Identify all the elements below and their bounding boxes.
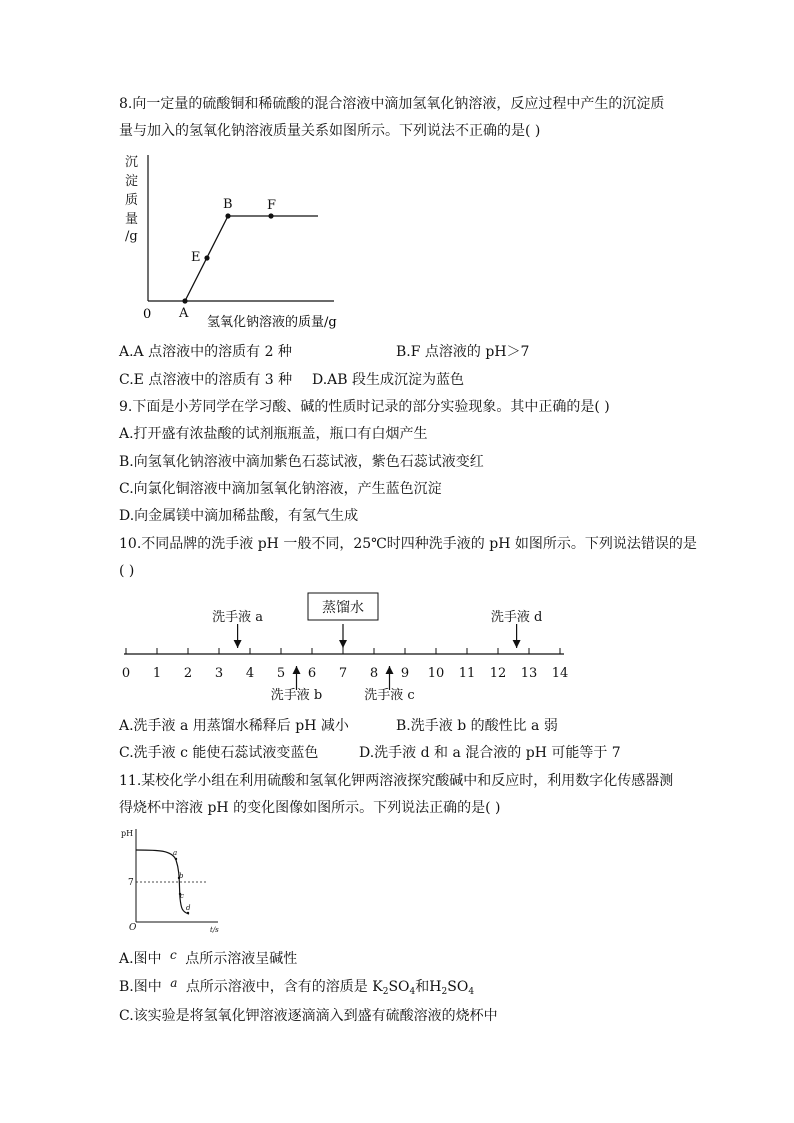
- q10-label-c: 洗手液 c: [364, 688, 415, 703]
- q10-label-b: 洗手液 b: [270, 688, 323, 703]
- q11-point-d: [187, 912, 189, 914]
- q11-stem-line2: 得烧杯中溶液 pH 的变化图像如图所示。下列说法正确的是( ): [119, 800, 501, 816]
- q8-label-b: B: [223, 197, 233, 212]
- q11-option-b-prefix: B.图中: [119, 979, 162, 995]
- q8-point-a: [182, 298, 187, 303]
- q9-option-c: C.向氯化铜溶液中滴加氢氧化钠溶液，产生蓝色沉淀: [119, 481, 442, 497]
- q10-tick-label: 6: [307, 666, 317, 681]
- q10-tick-label: 7: [338, 666, 348, 681]
- q11-origin: O: [129, 923, 137, 933]
- q10-tick-label: 4: [245, 666, 255, 681]
- q11-option-b-var: a: [170, 976, 178, 990]
- q10-tick-label: 1: [152, 666, 162, 681]
- q11-formula-so2: SO: [447, 979, 469, 995]
- q10-option-d: D.洗手液 d 和 a 混合液的 pH 可能等于 7: [359, 745, 621, 761]
- q11-seven: 7: [128, 878, 134, 888]
- q10-stem-line1: 10.不同品牌的洗手液 pH 一般不同，25℃时四种洗手液的 pH 如图所示。下列说法错误的是: [119, 536, 697, 552]
- q8-point-e: [204, 255, 209, 260]
- q11-ylabel: pH: [121, 829, 134, 838]
- q8-option-c: C.E 点溶液中的溶质有 3 种: [119, 372, 293, 388]
- q10-arrow-water-head: [339, 640, 347, 648]
- q10-option-c: C.洗手液 c 能使石蕊试液变蓝色: [119, 745, 319, 761]
- q8-ylabel-char: 沉: [125, 155, 139, 170]
- q11-formula-k: K: [372, 979, 383, 995]
- q8-point-b: [225, 213, 230, 218]
- q10-tick-label: 5: [276, 666, 286, 681]
- q10-stem-line2: ( ): [119, 563, 135, 579]
- q8-precipitate-graph: [119, 150, 369, 335]
- q10-tick-label: 13: [520, 666, 538, 681]
- q8-option-b: B.F 点溶液的 pH＞7: [396, 344, 530, 360]
- q9-option-b: B.向氢氧化钠溶液中滴加紫色石蕊试液，紫色石蕊试液变红: [119, 454, 484, 470]
- q11-option-a-var: c: [170, 948, 177, 962]
- q8-option-a: A.A 点溶液中的溶质有 2 种: [119, 344, 292, 360]
- q10-tick-label: 2: [183, 666, 193, 681]
- q8-option-d: D.AB 段生成沉淀为蓝色: [312, 372, 465, 388]
- q11-formula-so: SO: [388, 979, 410, 995]
- q11-option-a: [119, 949, 297, 969]
- q11-option-a-prefix: A.图中: [119, 951, 162, 967]
- q11-stem-line1: 11.某校化学小组在利用硫酸和氢氧化钾两溶液探究酸碱中和反应时，利用数字化传感器测: [119, 773, 674, 789]
- q8-label-a: A: [179, 306, 189, 321]
- q10-tick-label: 3: [214, 666, 224, 681]
- q11-formula-and: 和: [415, 979, 430, 995]
- q9-option-a: A.打开盛有浓盐酸的试剂瓶瓶盖，瓶口有白烟产生: [119, 426, 428, 442]
- q8-ylabel-char: 量: [125, 212, 139, 227]
- q11-formula-so2-sub: 4: [468, 987, 475, 997]
- q11-option-b: [119, 977, 474, 999]
- q11-option-b-middle: 点所示溶液中，含有的溶质是: [185, 979, 368, 995]
- q10-label-a: 洗手液 a: [212, 610, 264, 625]
- q11-point-a: [175, 858, 177, 860]
- q11-formula-h-sub: 2: [441, 987, 448, 997]
- q11-label-a: a: [173, 849, 178, 857]
- q10-tick-label: 11: [458, 666, 476, 681]
- q8-stem-line1: 8.向一定量的硫酸铜和稀硫酸的混合溶液中滴加氢氧化钠溶液，反应过程中产生的沉淀质: [119, 96, 665, 112]
- q10-tick-label: 14: [551, 666, 569, 681]
- q11-formula-h: H: [429, 979, 442, 995]
- q8-label-f: F: [267, 198, 277, 213]
- q10-ticks: [122, 648, 568, 681]
- q10-label-d: 洗手液 d: [490, 610, 543, 625]
- q10-option-b: B.洗手液 b 的酸性比 a 弱: [396, 718, 558, 734]
- q8-ylabel-char: 淀: [125, 174, 139, 189]
- q11-label-b: b: [179, 872, 184, 880]
- q10-arrow-c-head: [386, 666, 394, 674]
- q10-tick-label: 0: [121, 666, 131, 681]
- q9-stem: 9.下面是小芳同学在学习酸、碱的性质时记录的部分实验现象。其中正确的是( ): [119, 399, 610, 415]
- q8-ylabel-char: /g: [125, 229, 138, 244]
- q10-label-water: 蒸馏水: [322, 600, 364, 616]
- q10-tick-label: 8: [369, 666, 379, 681]
- q11-option-c: C.该实验是将氢氧化钾溶液逐滴滴入到盛有硫酸溶液的烧杯中: [119, 1008, 498, 1024]
- q10-tick-label: 10: [427, 666, 445, 681]
- q8-xlabel: 氢氧化钠溶液的质量/g: [207, 315, 337, 330]
- q11-formula-k-sub: 2: [382, 987, 389, 997]
- q11-label-c: c: [180, 892, 184, 900]
- q8-point-f: [268, 213, 273, 218]
- q10-arrow-b-head: [293, 666, 301, 674]
- q9-option-d: D.向金属镁中滴加稀盐酸，有氢气生成: [119, 508, 359, 524]
- q10-ph-scale: [110, 590, 580, 710]
- q8-origin: 0: [143, 307, 152, 322]
- q8-stem-line2: 量与加入的氢氧化钠溶液质量关系如图所示。下列说法不正确的是( ): [119, 123, 541, 139]
- q11-option-a-suffix: 点所示溶液呈碱性: [185, 951, 298, 967]
- q11-formula-so-sub: 4: [409, 987, 416, 997]
- q8-ylabel-char: 质: [125, 193, 139, 208]
- q10-tick-label: 12: [489, 666, 507, 681]
- q11-ph-graph: [116, 826, 226, 936]
- q10-tick-label: 9: [400, 666, 410, 681]
- q8-label-e: E: [191, 250, 201, 265]
- q11-label-d: d: [186, 904, 191, 912]
- q10-arrow-d-head: [513, 640, 521, 648]
- q10-option-a: A.洗手液 a 用蒸馏水稀释后 pH 减小: [119, 718, 349, 734]
- q10-arrow-a-head: [234, 640, 242, 648]
- q11-xlabel: t/s: [210, 926, 219, 934]
